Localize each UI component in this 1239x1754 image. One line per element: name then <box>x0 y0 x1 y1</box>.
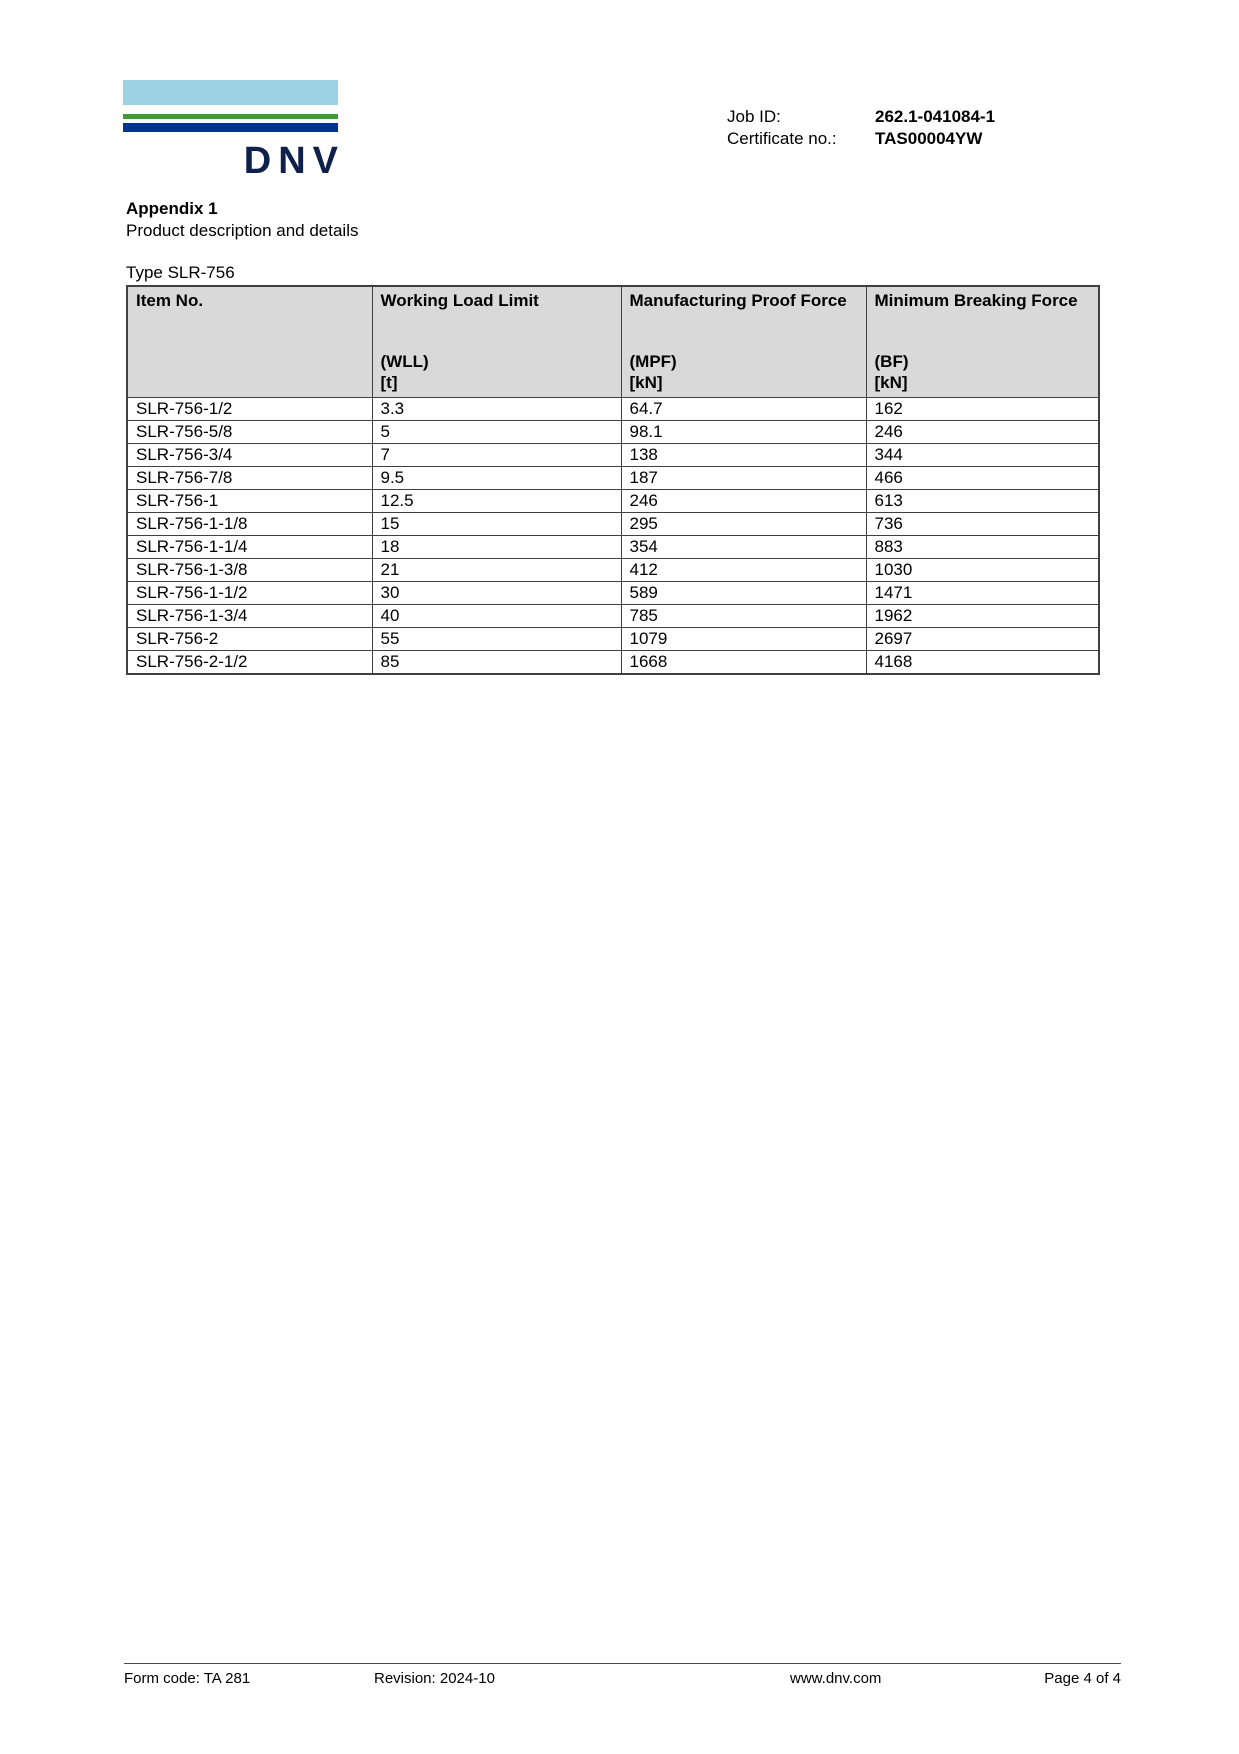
table-row <box>127 513 1099 536</box>
cell-bf: 466 <box>866 467 1099 490</box>
cell-item-no: SLR-756-1-1/8 <box>127 513 372 536</box>
table-row <box>127 605 1099 628</box>
logo-bar-sea-blue <box>123 123 338 132</box>
appendix-subtitle: Product description and details <box>126 221 359 240</box>
table-row <box>127 467 1099 490</box>
cell-bf: 883 <box>866 536 1099 559</box>
certificate-no-label: Certificate no.: <box>727 129 837 148</box>
cell-bf: 246 <box>866 421 1099 444</box>
cell-wll: 21 <box>372 559 621 582</box>
column-abbr: (MPF) <box>629 352 677 371</box>
logo-bar-green <box>123 114 338 119</box>
table-row <box>127 444 1099 467</box>
column-title: Item No. <box>136 291 204 310</box>
cell-item-no: SLR-756-2 <box>127 628 372 651</box>
cell-item-no: SLR-756-7/8 <box>127 467 372 490</box>
cell-mpf: 246 <box>621 490 866 513</box>
column-header-item-no <box>127 286 372 398</box>
product-table-section <box>126 262 1098 675</box>
table-body <box>127 398 1099 675</box>
certificate-no-value: TAS00004YW <box>875 129 983 148</box>
footer-website: www.dnv.com <box>790 1670 882 1687</box>
column-header-mpf <box>621 286 866 398</box>
page-footer <box>124 1663 1121 1690</box>
table-header-row <box>127 286 1099 398</box>
column-unit: [t] <box>380 373 398 392</box>
cell-wll: 3.3 <box>372 398 621 421</box>
column-header-bf <box>866 286 1099 398</box>
cell-mpf: 354 <box>621 536 866 559</box>
column-title: Minimum Breaking Force <box>874 291 1078 310</box>
cell-item-no: SLR-756-1-1/4 <box>127 536 372 559</box>
cell-mpf: 589 <box>621 582 866 605</box>
cell-bf: 344 <box>866 444 1099 467</box>
cell-bf: 2697 <box>866 628 1099 651</box>
dnv-logo-text: DNV <box>243 140 345 182</box>
cell-wll: 85 <box>372 651 621 675</box>
appendix-heading <box>126 198 358 242</box>
cell-mpf: 1668 <box>621 651 866 675</box>
column-unit: [kN] <box>629 373 663 392</box>
table-row <box>127 628 1099 651</box>
cell-wll: 5 <box>372 421 621 444</box>
cell-wll: 55 <box>372 628 621 651</box>
cell-bf: 736 <box>866 513 1099 536</box>
table-row <box>127 651 1099 675</box>
footer-form-code: Form code: TA 281 <box>124 1670 251 1687</box>
cell-item-no: SLR-756-3/4 <box>127 444 372 467</box>
logo-bar-sky-blue <box>123 80 338 105</box>
table-row <box>127 582 1099 605</box>
cell-wll: 40 <box>372 605 621 628</box>
cell-item-no: SLR-756-1 <box>127 490 372 513</box>
column-title: Working Load Limit <box>380 291 539 310</box>
cell-bf: 1030 <box>866 559 1099 582</box>
cell-item-no: SLR-756-1-1/2 <box>127 582 372 605</box>
job-id-value: 262.1-041084-1 <box>875 107 996 126</box>
cell-bf: 4168 <box>866 651 1099 675</box>
cell-item-no: SLR-756-2-1/2 <box>127 651 372 675</box>
column-abbr: (BF) <box>874 352 909 371</box>
cell-wll: 9.5 <box>372 467 621 490</box>
cell-mpf: 785 <box>621 605 866 628</box>
certificate-meta <box>727 106 995 150</box>
cell-wll: 30 <box>372 582 621 605</box>
cell-item-no: SLR-756-1-3/8 <box>127 559 372 582</box>
column-title: Manufacturing Proof Force <box>629 291 847 310</box>
footer-revision: Revision: 2024-10 <box>374 1670 495 1687</box>
cell-wll: 15 <box>372 513 621 536</box>
cell-mpf: 138 <box>621 444 866 467</box>
table-row <box>127 398 1099 421</box>
table-row <box>127 421 1099 444</box>
cell-bf: 1962 <box>866 605 1099 628</box>
cell-mpf: 187 <box>621 467 866 490</box>
cell-bf: 613 <box>866 490 1099 513</box>
footer-page-number: Page 4 of 4 <box>1044 1670 1121 1687</box>
cell-bf: 1471 <box>866 582 1099 605</box>
table-row <box>127 536 1099 559</box>
dnv-logo <box>123 80 345 182</box>
cell-mpf: 412 <box>621 559 866 582</box>
table-row <box>127 559 1099 582</box>
column-unit: [kN] <box>874 373 908 392</box>
cell-mpf: 98.1 <box>621 421 866 444</box>
cell-wll: 7 <box>372 444 621 467</box>
table-caption: Type SLR-756 <box>126 263 235 282</box>
cell-item-no: SLR-756-1-3/4 <box>127 605 372 628</box>
product-table <box>126 285 1100 675</box>
job-id-label: Job ID: <box>727 107 781 126</box>
cell-wll: 18 <box>372 536 621 559</box>
column-header-wll <box>372 286 621 398</box>
cell-mpf: 1079 <box>621 628 866 651</box>
cell-mpf: 295 <box>621 513 866 536</box>
table-row <box>127 490 1099 513</box>
cell-bf: 162 <box>866 398 1099 421</box>
cell-item-no: SLR-756-1/2 <box>127 398 372 421</box>
cell-item-no: SLR-756-5/8 <box>127 421 372 444</box>
cell-wll: 12.5 <box>372 490 621 513</box>
appendix-title: Appendix 1 <box>126 199 218 218</box>
column-abbr: (WLL) <box>380 352 429 371</box>
cell-mpf: 64.7 <box>621 398 866 421</box>
